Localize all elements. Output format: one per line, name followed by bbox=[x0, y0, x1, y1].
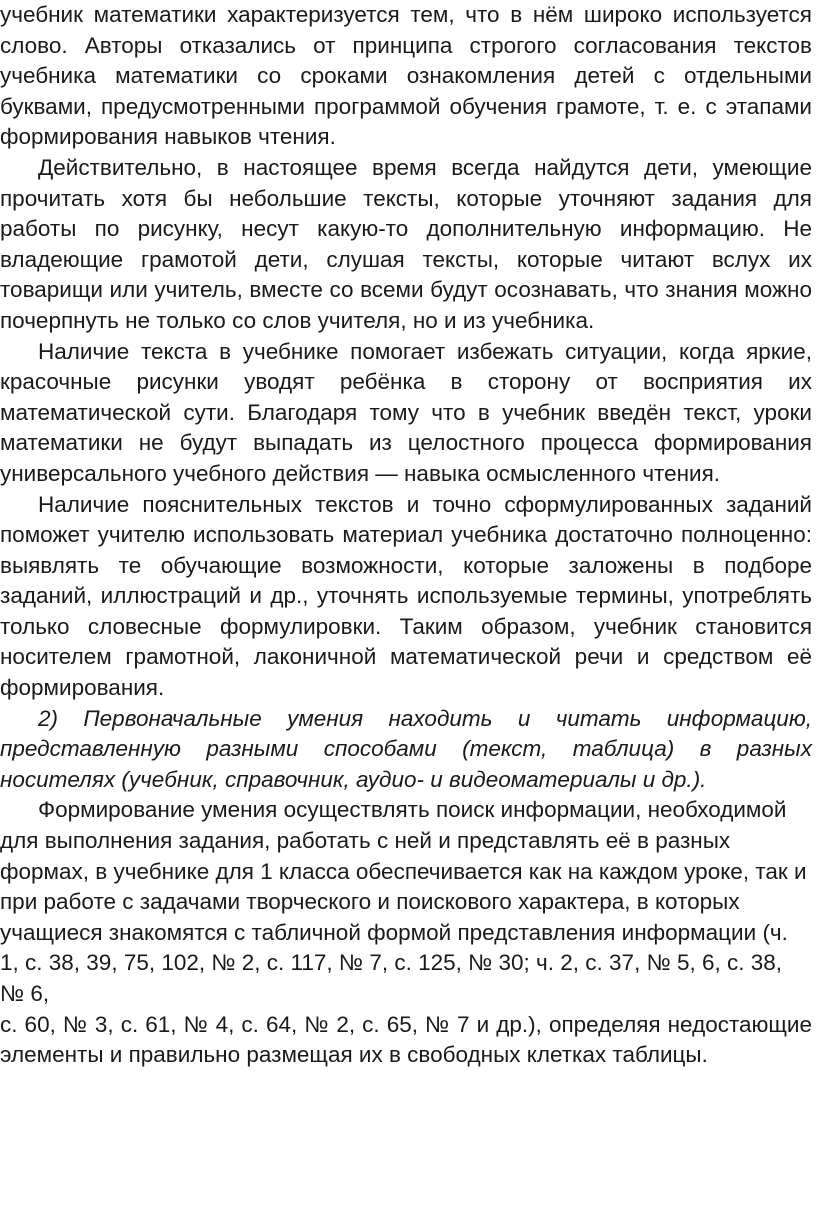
section-heading: 2) Первоначальные умения находить и читать информацию, представленную разными способами (текст, таблица) в разных носителях (учебник, справочник, аудио- и видеоматериалы и др.). bbox=[0, 705, 812, 792]
paragraph-5-continuation: с. 60, № 3, с. 61, № 4, с. 64, № 2, с. 65, № 7 и др.), определяя недостающие элементы и правильно размещая их в свободных клетках таблицы. bbox=[0, 1011, 812, 1068]
paragraph-1: учебник математики характеризуется тем, что в нём широко используется слово. Авторы отказались от принципа строгого согласования текстов учебника математики со сроками ознакомления детей с отдельными буквами, предусмотренными программой обучения грамоте, т. е. с этапами формирования навыков чтения. bbox=[0, 2, 812, 150]
paragraph-3: Наличие текста в учебнике помогает избежать ситуации, когда яркие, красочные рисунки уводят ребёнка в сторону от восприятия их математической сути. Благодаря тому что в учебник введён текст, уроки математики не будут выпадать из целостного процесса формирования универсального учебного действия — навыка осмысленного чтения. bbox=[0, 338, 812, 486]
paragraph-4: Наличие пояснительных текстов и точно сформулированных заданий поможет учителю использовать материал учебника достаточно полноценно: выявлять те обучающие возможности, которые заложены в подборе заданий, иллюстраций и др., уточнять используемые термины, употреблять только словесные формулировки. Таким образом, учебник становится носителем грамотной, лаконичной математической речи и средством её формирования. bbox=[0, 491, 812, 701]
paragraph-5: Формирование умения осуществлять поиск информации, необходимой для выполнения задания, работать с ней и представлять её в разных формах, в учебнике для 1 класса обеспечивается как на каждом уроке, так и при работе с задачами творческого и поискового характера, в которых учащиеся знакомятся с табличной формой представления информации (ч. 1, с. 38, 39, 75, 102, № 2, с. 117, № 7, с. 125, № 30; ч. 2, с. 37, № 5, 6, с. 38, № 6, bbox=[0, 797, 807, 1006]
paragraph-2: Действительно, в настоящее время всегда найдутся дети, умеющие прочитать хотя бы небольшие тексты, которые уточняют задания для работы по рисунку, несут какую-то дополнительную информацию. Не владеющие грамотой дети, слушая тексты, которые читают вслух их товарищи или учитель, вместе со всеми будут осознавать, что знания можно почерпнуть не только со слов учителя, но и из учебника. bbox=[0, 154, 812, 333]
